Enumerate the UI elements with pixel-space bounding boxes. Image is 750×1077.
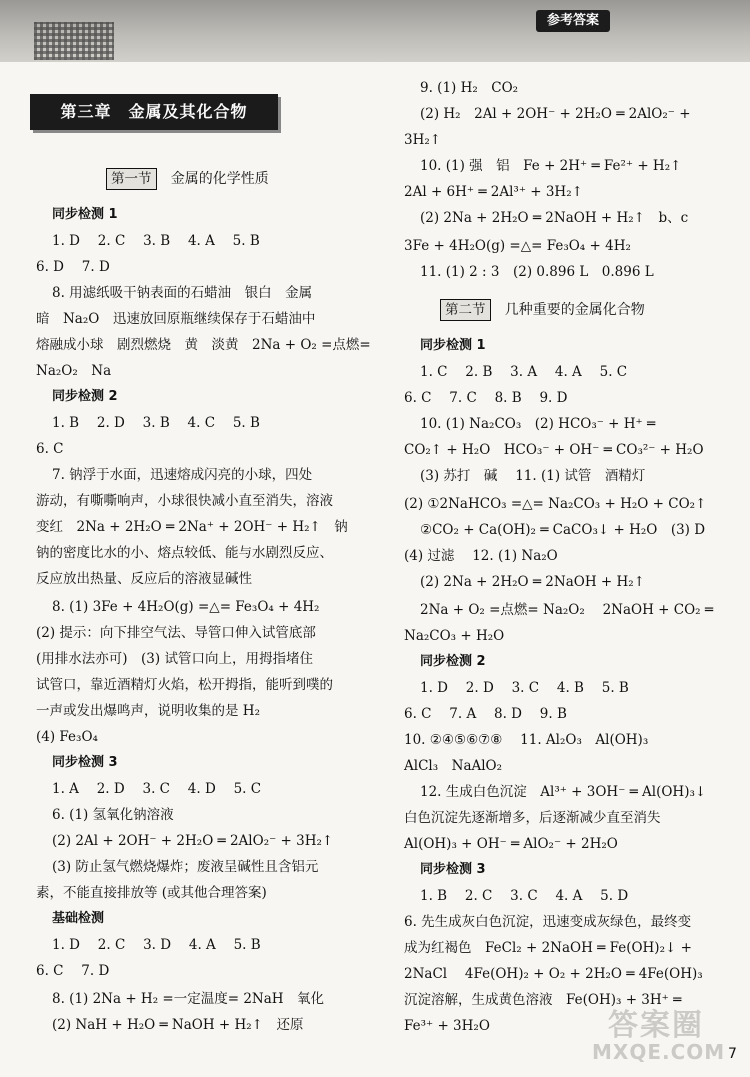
answer-line: 1. D 2. C 3. D 4. A 5. B (52, 937, 261, 953)
section-1-title: 金属的化学性质 (170, 171, 269, 187)
subheading: 同步检测 2 (52, 389, 118, 404)
answer-line: 8. 用滤纸吸干钠表面的石蜡油 银白 金属 (52, 285, 313, 301)
answer-line: 6. 先生成灰白色沉淀，迅速变成灰绿色，最终变 (404, 914, 692, 930)
answer-line: 变红 2Na + 2H₂O ═ 2Na⁺ + 2OH⁻ + H₂↑ 钠 (36, 519, 348, 535)
page-number: 7 (728, 1046, 737, 1062)
section-2-title: 几种重要的金属化合物 (504, 302, 645, 318)
subheading: 同步检测 1 (52, 207, 118, 222)
answer-line: 12. 生成白色沉淀 Al³⁺ + 3OH⁻ ═ Al(OH)₃↓ (420, 784, 707, 800)
section-1-number: 第一节 (106, 168, 157, 190)
answer-line: 沉淀溶解，生成黄色溶液 Fe(OH)₃ + 3H⁺ ═ (404, 992, 682, 1008)
answer-line: 11. (1) 2 : 3 (2) 0.896 L 0.896 L (420, 264, 654, 280)
answer-line: AlCl₃ NaAlO₂ (404, 758, 503, 774)
answer-line: (2) 提示：向下排空气法、导管口伸入试管底部 (36, 625, 316, 641)
answer-line: 1. B 2. D 3. B 4. C 5. B (52, 415, 260, 431)
answer-line: Na₂CO₃ + H₂O (404, 628, 505, 644)
answer-line: (2) 2Al + 2OH⁻ + 2H₂O ═ 2AlO₂⁻ + 3H₂↑ (52, 833, 334, 849)
subheading: 基础检测 (52, 911, 105, 926)
answer-line: (4) Fe₃O₄ (36, 729, 98, 745)
section-2-number: 第二节 (440, 299, 491, 321)
answer-line: 10. ②④⑤⑥⑦⑧ 11. Al₂O₃ Al(OH)₃ (404, 732, 649, 748)
subheading: 同步检测 3 (420, 862, 486, 877)
answer-line: Fe³⁺ + 3H₂O (404, 1018, 490, 1034)
subheading: 同步检测 3 (52, 755, 118, 770)
answer-line: 熔融成小球 剧烈燃烧 黄 淡黄 2Na + O₂ =点燃= (36, 337, 371, 353)
section-1-heading (106, 168, 269, 190)
answer-line: (4) 过滤 12. (1) Na₂O (404, 548, 558, 564)
answer-line: 反应放出热量、反应后的溶液显碱性 (36, 571, 252, 587)
answer-line: 1. D 2. D 3. C 4. B 5. B (420, 680, 629, 696)
answer-line: 成为红褐色 FeCl₂ + 2NaOH ═ Fe(OH)₂↓ + (404, 940, 692, 956)
header-decoration (34, 22, 114, 60)
answer-line: 3H₂↑ (404, 132, 442, 148)
answer-line: ②CO₂ + Ca(OH)₂ ═ CaCO₃↓ + H₂O (3) D (420, 522, 706, 538)
subheading: 同步检测 2 (420, 654, 486, 669)
answer-line: (2) 2Na + 2H₂O ═ 2NaOH + H₂↑ b、c (420, 210, 689, 226)
answer-line: 1. D 2. C 3. B 4. A 5. B (52, 233, 260, 249)
answer-line: Na₂O₂ Na (36, 363, 112, 379)
answer-line: 1. B 2. C 3. C 4. A 5. D (420, 888, 629, 904)
answer-line: (2) 2Na + 2H₂O ═ 2NaOH + H₂↑ (420, 574, 645, 590)
answer-line: 8. (1) 2Na + H₂ =一定温度= 2NaH 氧化 (52, 991, 325, 1007)
answer-line: (3) 苏打 碱 11. (1) 试管 酒精灯 (420, 468, 646, 484)
section-2-heading (440, 299, 645, 321)
answer-line: 一声或发出爆鸣声，说明收集的是 H₂ (36, 703, 260, 719)
answer-line: 6. C 7. A 8. D 9. B (404, 706, 567, 722)
answer-line: CO₂↑ + H₂O HCO₃⁻ + OH⁻ ═ CO₃²⁻ + H₂O (404, 442, 704, 458)
header-bar (0, 0, 750, 62)
answer-line: 6. C 7. D (36, 963, 110, 979)
chapter-title: 第三章 金属及其化合物 (30, 94, 278, 130)
answer-line: 10. (1) Na₂CO₃ (2) HCO₃⁻ + H⁺ ═ (420, 416, 656, 432)
answer-line: 6. C (36, 441, 64, 457)
answer-line: 10. (1) 强 铝 Fe + 2H⁺ ═ Fe²⁺ + H₂↑ (420, 158, 682, 174)
answer-line: 6. C 7. C 8. B 9. D (404, 390, 568, 406)
answer-line: 3Fe + 4H₂O(g) =△= Fe₃O₄ + 4H₂ (404, 238, 631, 254)
answer-line: (2) NaH + H₂O ═ NaOH + H₂↑ 还原 (52, 1017, 304, 1033)
answer-line: 游动，有嘶嘶响声，小球很快减小直至消失，溶液 (36, 493, 333, 509)
answer-line: 6. D 7. D (36, 259, 110, 275)
answer-line: 2Al + 6H⁺ ═ 2Al³⁺ + 3H₂↑ (404, 184, 583, 200)
answer-line: 1. C 2. B 3. A 4. A 5. C (420, 364, 628, 380)
answer-line: 暗 Na₂O 迅速放回原瓶继续保存于石蜡油中 (36, 311, 316, 327)
watermark-site: MXQE.COM (592, 1040, 726, 1064)
answer-line: 素，不能直接排放等 (或其他合理答案) (36, 885, 267, 901)
answer-line: 2Na + O₂ =点燃= Na₂O₂ 2NaOH + CO₂ ═ (420, 602, 713, 618)
answer-line: 2NaCl 4Fe(OH)₂ + O₂ + 2H₂O ═ 4Fe(OH)₃ (404, 966, 703, 982)
answer-line: (用排水法亦可) (3) 试管口向上，用拇指堵住 (36, 651, 313, 667)
answer-line: 1. A 2. D 3. C 4. D 5. C (52, 781, 262, 797)
answer-line: Al(OH)₃ + OH⁻ ═ AlO₂⁻ + 2H₂O (404, 836, 618, 852)
answer-line: (3) 防止氢气燃烧爆炸；废液呈碱性且含铝元 (52, 859, 319, 875)
answer-line: 钠的密度比水的小、熔点较低、能与水剧烈反应、 (36, 545, 333, 561)
watermark (588, 1000, 738, 1070)
subheading: 同步检测 1 (420, 338, 486, 353)
answer-line: 白色沉淀先逐渐增多，后逐渐减少直至消失 (404, 810, 661, 826)
header-answer-tag: 参考答案 (536, 10, 610, 32)
answer-line: 9. (1) H₂ CO₂ (420, 80, 519, 96)
answer-line: 试管口，靠近酒精灯火焰，松开拇指，能听到噗的 (36, 677, 333, 693)
answer-line: (2) ①2NaHCO₃ =△= Na₂CO₃ + H₂O + CO₂↑ (404, 496, 707, 512)
answer-line: 7. 钠浮于水面，迅速熔成闪亮的小球，四处 (52, 467, 313, 483)
answer-line: 8. (1) 3Fe + 4H₂O(g) =△= Fe₃O₄ + 4H₂ (52, 599, 320, 615)
answer-line: (2) H₂ 2Al + 2OH⁻ + 2H₂O ═ 2AlO₂⁻ + (420, 106, 691, 122)
answer-line: 6. (1) 氢氧化钠溶液 (52, 807, 174, 823)
watermark-logo: 答案圈 (608, 1008, 704, 1043)
